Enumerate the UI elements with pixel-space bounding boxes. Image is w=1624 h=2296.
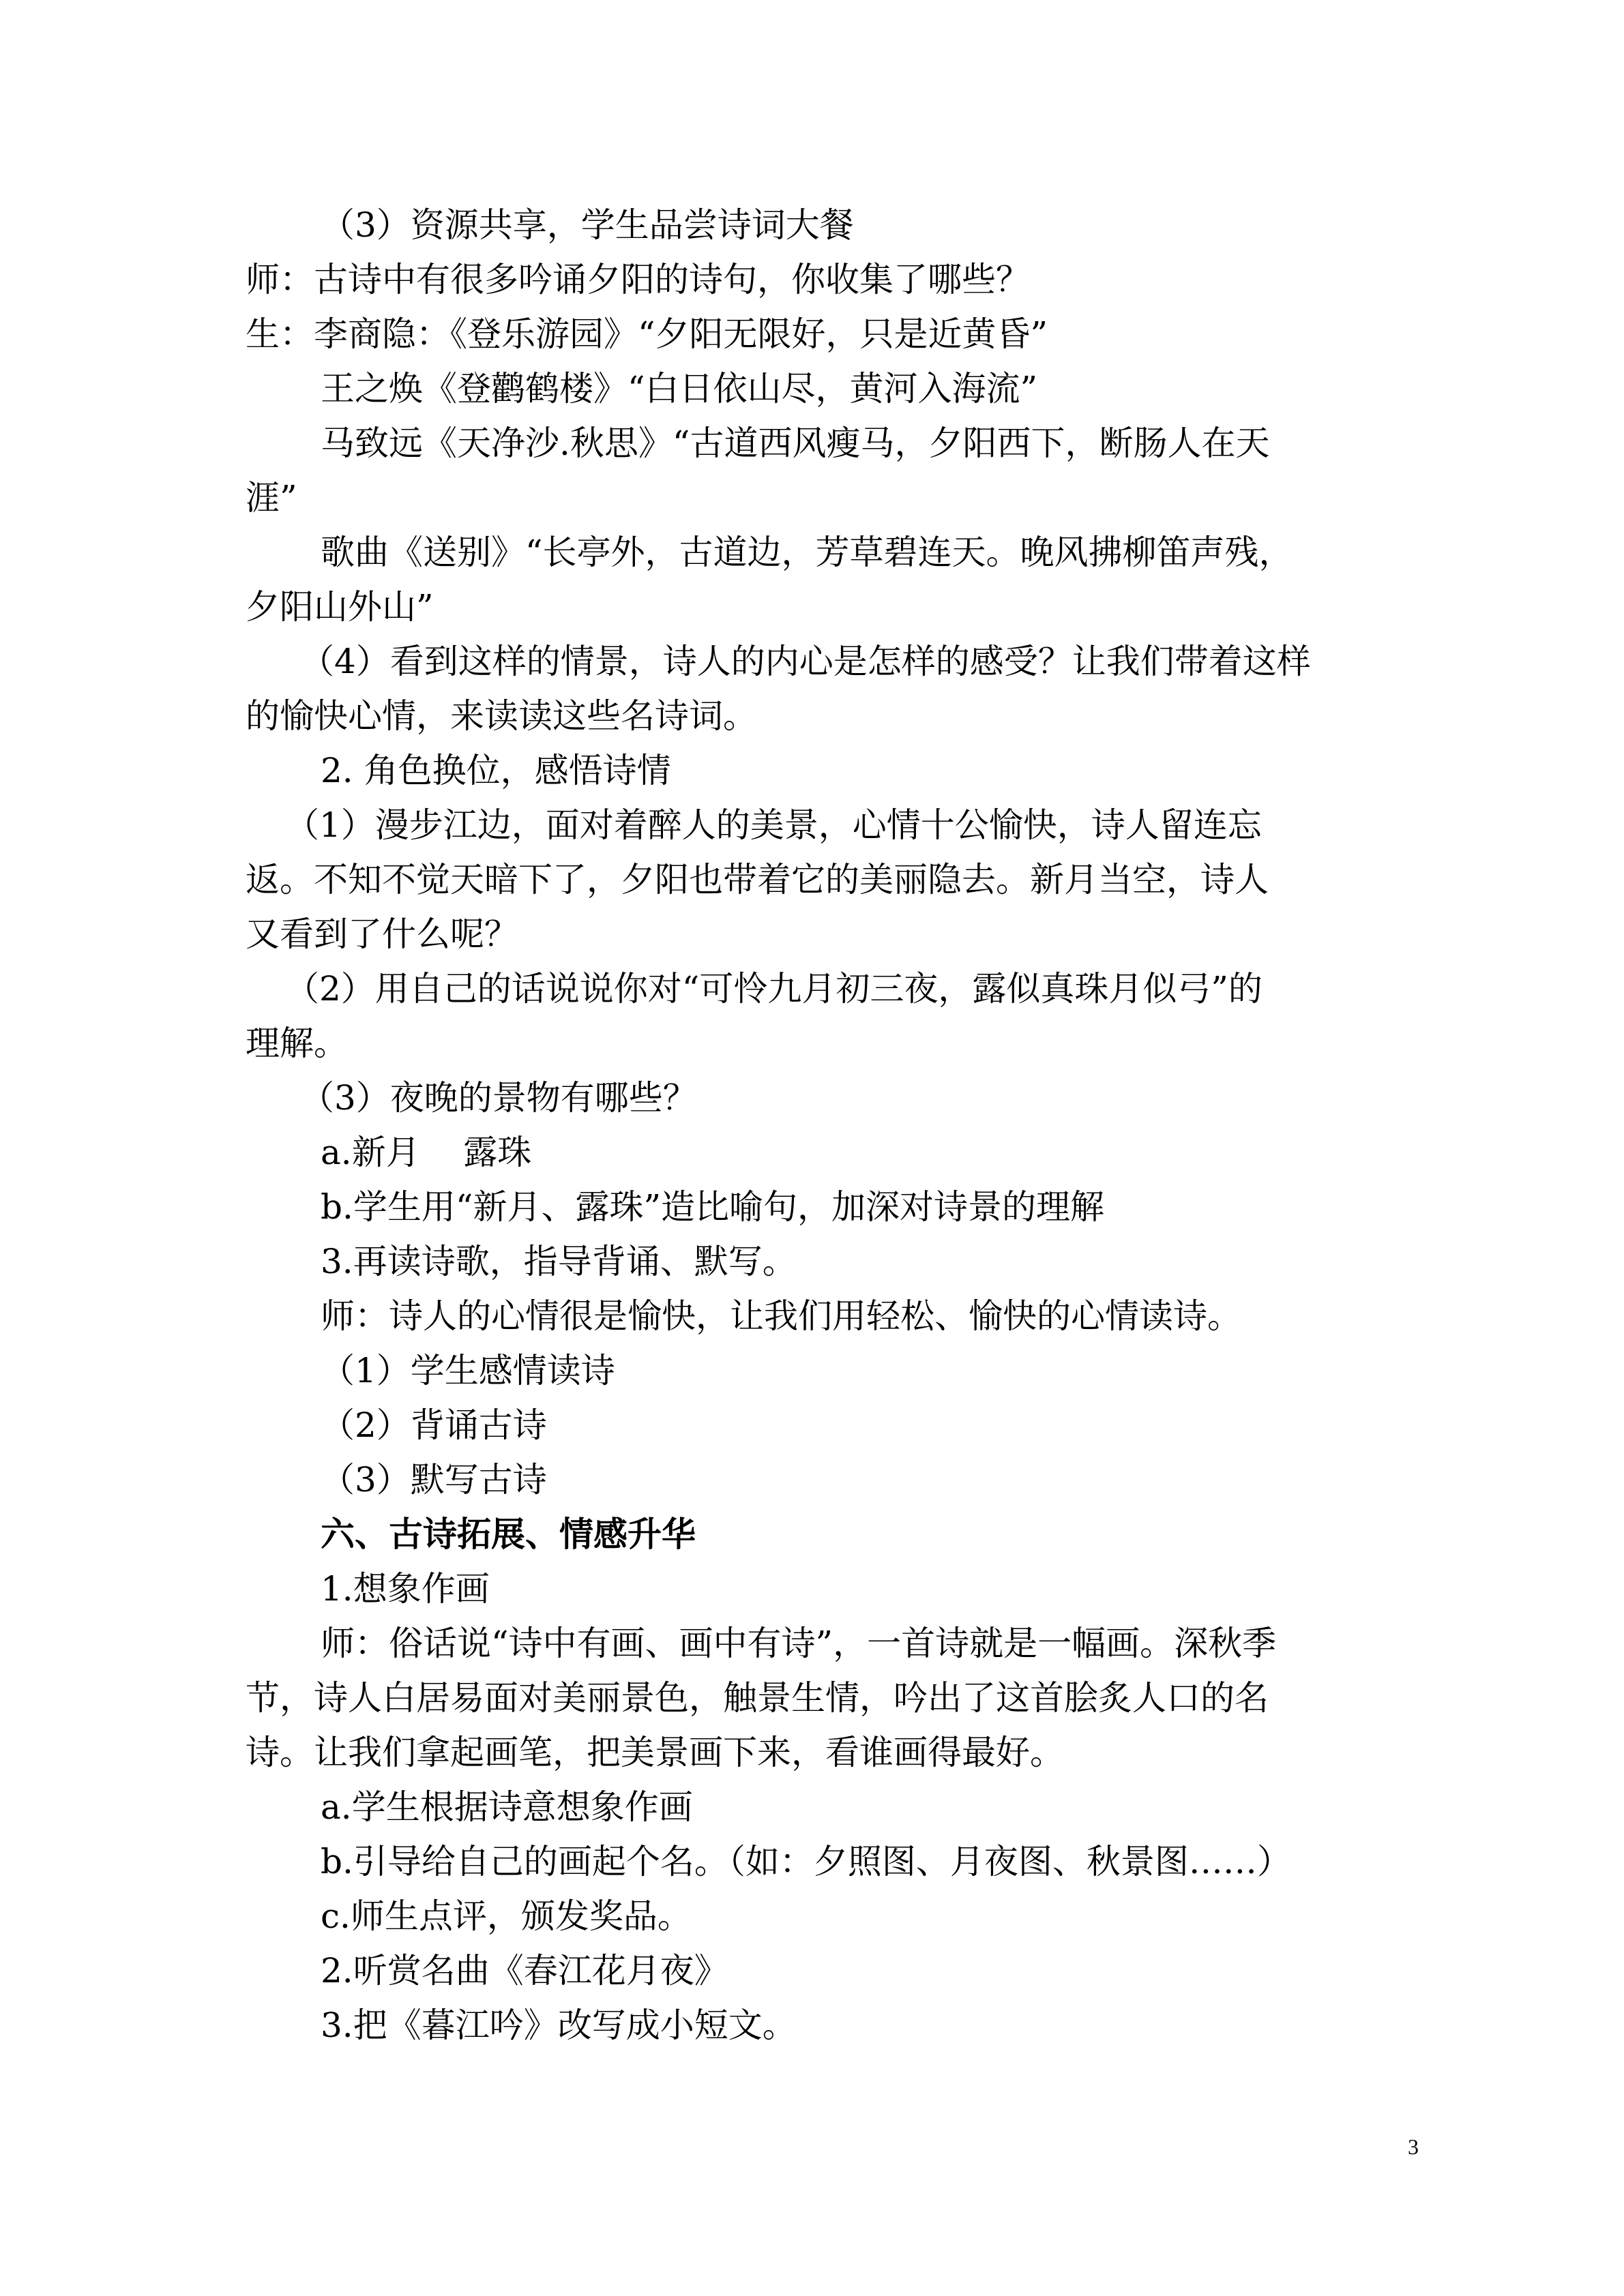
- paragraph-line: 夕阳山外山”: [246, 587, 434, 627]
- section-subheading: 2.听赏名曲《春江花月夜》: [321, 1951, 728, 1991]
- paragraph-line: （3）资源共享，学生品尝诗词大餐: [321, 205, 854, 245]
- list-item: c.师生点评，颁发奖品。: [321, 1896, 692, 1936]
- list-item: （2）背诵古诗: [321, 1405, 547, 1445]
- paragraph-line: 王之焕《登鹳鹤楼》“白日依山尽，黄河入海流”: [321, 369, 1038, 408]
- paragraph-line: 返。不知不觉天暗下了，夕阳也带着它的美丽隐去。新月当空，诗人: [246, 860, 1269, 899]
- section-subheading: 3.再读诗歌，指导背诵、默写。: [321, 1242, 797, 1281]
- list-item: a.新月 露珠: [321, 1133, 532, 1172]
- paragraph-line: 理解。: [246, 1024, 348, 1063]
- page-number: 3: [1408, 2134, 1419, 2159]
- list-item: b.学生用“新月、露珠”造比喻句，加深对诗景的理解: [321, 1187, 1105, 1227]
- paragraph-line: （2）用自己的话说说你对“可怜九月初三夜，露似真珠月似弓”的: [285, 969, 1263, 1009]
- paragraph-line: 师：俗话说“诗中有画、画中有诗”，一首诗就是一幅画。深秋季: [321, 1624, 1277, 1663]
- paragraph-line: 涯”: [246, 478, 297, 518]
- paragraph-line: 诗。让我们拿起画笔，把美景画下来，看谁画得最好。: [246, 1733, 1064, 1772]
- paragraph-line: 的愉快心情，来读读这些名诗词。: [246, 696, 757, 736]
- paragraph-line: 师：诗人的心情很是愉快，让我们用轻松、愉快的心情读诗。: [321, 1296, 1241, 1336]
- body-text: [246, 198, 1419, 2053]
- paragraph-line: 马致远《天净沙.秋思》“古道西风瘦马，夕阳西下，断肠人在天: [321, 423, 1270, 463]
- paragraph-line: 生：李商隐：《登乐游园》“夕阳无限好，只是近黄昏”: [246, 314, 1048, 354]
- list-item: a.学生根据诗意想象作画: [321, 1787, 693, 1827]
- paragraph-line: 节，诗人白居易面对美丽景色，触景生情，吟出了这首脍炙人口的名: [246, 1678, 1269, 1718]
- section-subheading: 3.把《暮江吟》改写成小短文。: [321, 2006, 797, 2045]
- section-subheading: 2. 角色换位，感悟诗情: [321, 751, 671, 790]
- paragraph-line: 歌曲《送别》“长亭外，古道边，芳草碧连天。晚风拂柳笛声残，: [321, 533, 1293, 572]
- paragraph-line: （3）夜晚的景物有哪些？: [300, 1078, 697, 1118]
- section-heading: 六、古诗拓展、情感升华: [321, 1514, 696, 1554]
- paragraph-line: 师：古诗中有很多吟诵夕阳的诗句，你收集了哪些？: [246, 260, 1030, 299]
- paragraph-line: 又看到了什么呢？: [246, 914, 518, 954]
- list-item: b.引导给自己的画起个名。（如：夕照图、月夜图、秋景图……）: [321, 1842, 1291, 1881]
- paragraph-line: （1）漫步江边，面对着醉人的美景，心情十公愉快，诗人留连忘: [285, 805, 1262, 845]
- list-item: （1）学生感情读诗: [321, 1351, 615, 1390]
- section-subheading: 1.想象作画: [321, 1569, 490, 1609]
- paragraph-line: （4）看到这样的情景，诗人的内心是怎样的感受？让我们带着这样: [300, 642, 1311, 681]
- list-item: （3）默写古诗: [321, 1460, 547, 1500]
